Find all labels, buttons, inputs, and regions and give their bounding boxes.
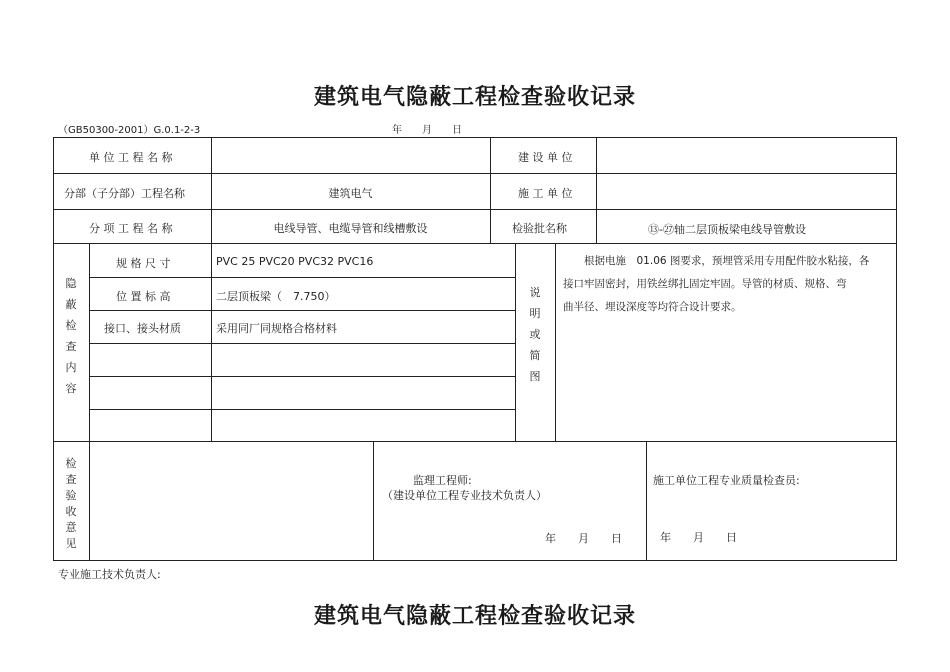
joint-material-value: 采用同厂同规格合格材料 — [216, 322, 337, 335]
unit-project-label: 单 位 工 程 名 称 — [89, 151, 173, 164]
batch-value: ⑬-㉗轴二层顶板梁电线导管敷设 — [648, 223, 806, 236]
position-elevation-label: 位 置 标 高 — [116, 290, 171, 303]
quality-inspector-date: 年 月 日 — [660, 531, 737, 544]
item-project-label: 分 项 工 程 名 称 — [89, 222, 173, 235]
spec-size-label: 规 格 尺 寸 — [116, 257, 171, 270]
position-elevation-value: 二层顶板梁（ 7.750） — [216, 290, 336, 303]
hidden-content-label: 隐蔽检查内容 — [65, 277, 77, 395]
technical-lead-signature: 专业施工技术负责人: — [58, 568, 161, 581]
spec-size-value: PVC 25 PVC20 PVC32 PVC16 — [216, 255, 374, 268]
inspection-opinion-label: 检查验收意见 — [65, 457, 77, 550]
sub-project-label: 分部（子分部）工程名称 — [64, 187, 185, 200]
date-header: 年 月 日 — [392, 125, 462, 136]
supervisor-date: 年 月 日 — [545, 532, 622, 545]
notes-line-2: 接口牢固密封，用铁丝绑扎固定牢固。导管的材质、规格、弯 — [563, 278, 847, 290]
notes-text — [563, 250, 893, 319]
item-project-value: 电线导管、电缆导管和线槽敷设 — [273, 222, 428, 235]
quality-inspector-label: 施工单位工程专业质量检查员: — [653, 474, 800, 487]
notes-label: 说明或简图 — [529, 286, 541, 383]
batch-label: 检验批名称 — [512, 222, 567, 235]
contractor-label: 施 工 单 位 — [518, 187, 573, 200]
page-title: 建筑电气隐蔽工程检查验收记录 — [313, 84, 636, 110]
supervisor-sublabel: （建设单位工程专业技术负责人） — [382, 489, 547, 502]
document-code: （GB50300-2001）G.0.1-2-3 — [58, 125, 201, 136]
joint-material-label: 接口、接头材质 — [104, 322, 181, 335]
notes-line-1: 根据电施 01.06 图要求，预埋管采用专用配件胶水粘接，各 — [563, 255, 870, 267]
sub-project-value: 建筑电气 — [328, 187, 373, 200]
construction-unit-label: 建 设 单 位 — [518, 151, 573, 164]
notes-line-3: 曲半径、埋设深度等均符合设计要求。 — [563, 301, 742, 313]
page-title-repeat: 建筑电气隐蔽工程检查验收记录 — [313, 603, 636, 629]
supervisor-label: 监理工程师: — [413, 474, 472, 487]
